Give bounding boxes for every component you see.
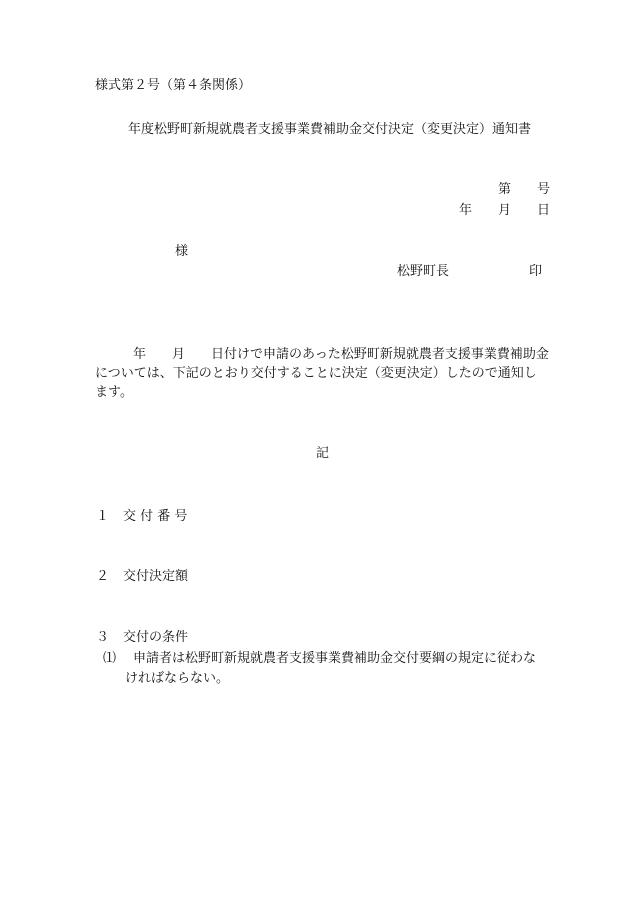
item-label: 交 付 番 号 xyxy=(123,509,188,524)
document-date: 年 月 日 xyxy=(458,203,550,218)
body-line-3: ます。 xyxy=(95,385,133,400)
issuer-name: 松野町長 xyxy=(397,264,450,279)
condition-number: ⑴ xyxy=(103,651,117,666)
item-label: 交付の条件 xyxy=(123,630,189,645)
item-label: 交付決定額 xyxy=(123,569,189,584)
body-line-2: については、下記のとおり交付することに決定（変更決定）したので通知し xyxy=(95,366,537,381)
recipient-honorific: 様 xyxy=(175,244,189,259)
ki-heading: 記 xyxy=(316,446,330,461)
body-line-1: 年 月 日付けで申請のあった松野町新規就農者支援事業費補助金 xyxy=(133,347,549,362)
document-title: 年度松野町新規就農者支援事業費補助金交付決定（変更決定）通知書 xyxy=(128,122,532,137)
document-number: 第 号 xyxy=(497,182,550,197)
form-label: 様式第２号（第４条関係） xyxy=(95,78,252,93)
item-number: ２ xyxy=(96,569,110,584)
condition-line-2: ければならない。 xyxy=(125,671,230,686)
seal-mark: 印 xyxy=(529,264,543,279)
item-number: ３ xyxy=(96,630,110,645)
condition-line-1: 申請者は松野町新規就農者支援事業費補助金交付要綱の規定に従わな xyxy=(133,651,537,666)
item-number: １ xyxy=(96,509,110,524)
